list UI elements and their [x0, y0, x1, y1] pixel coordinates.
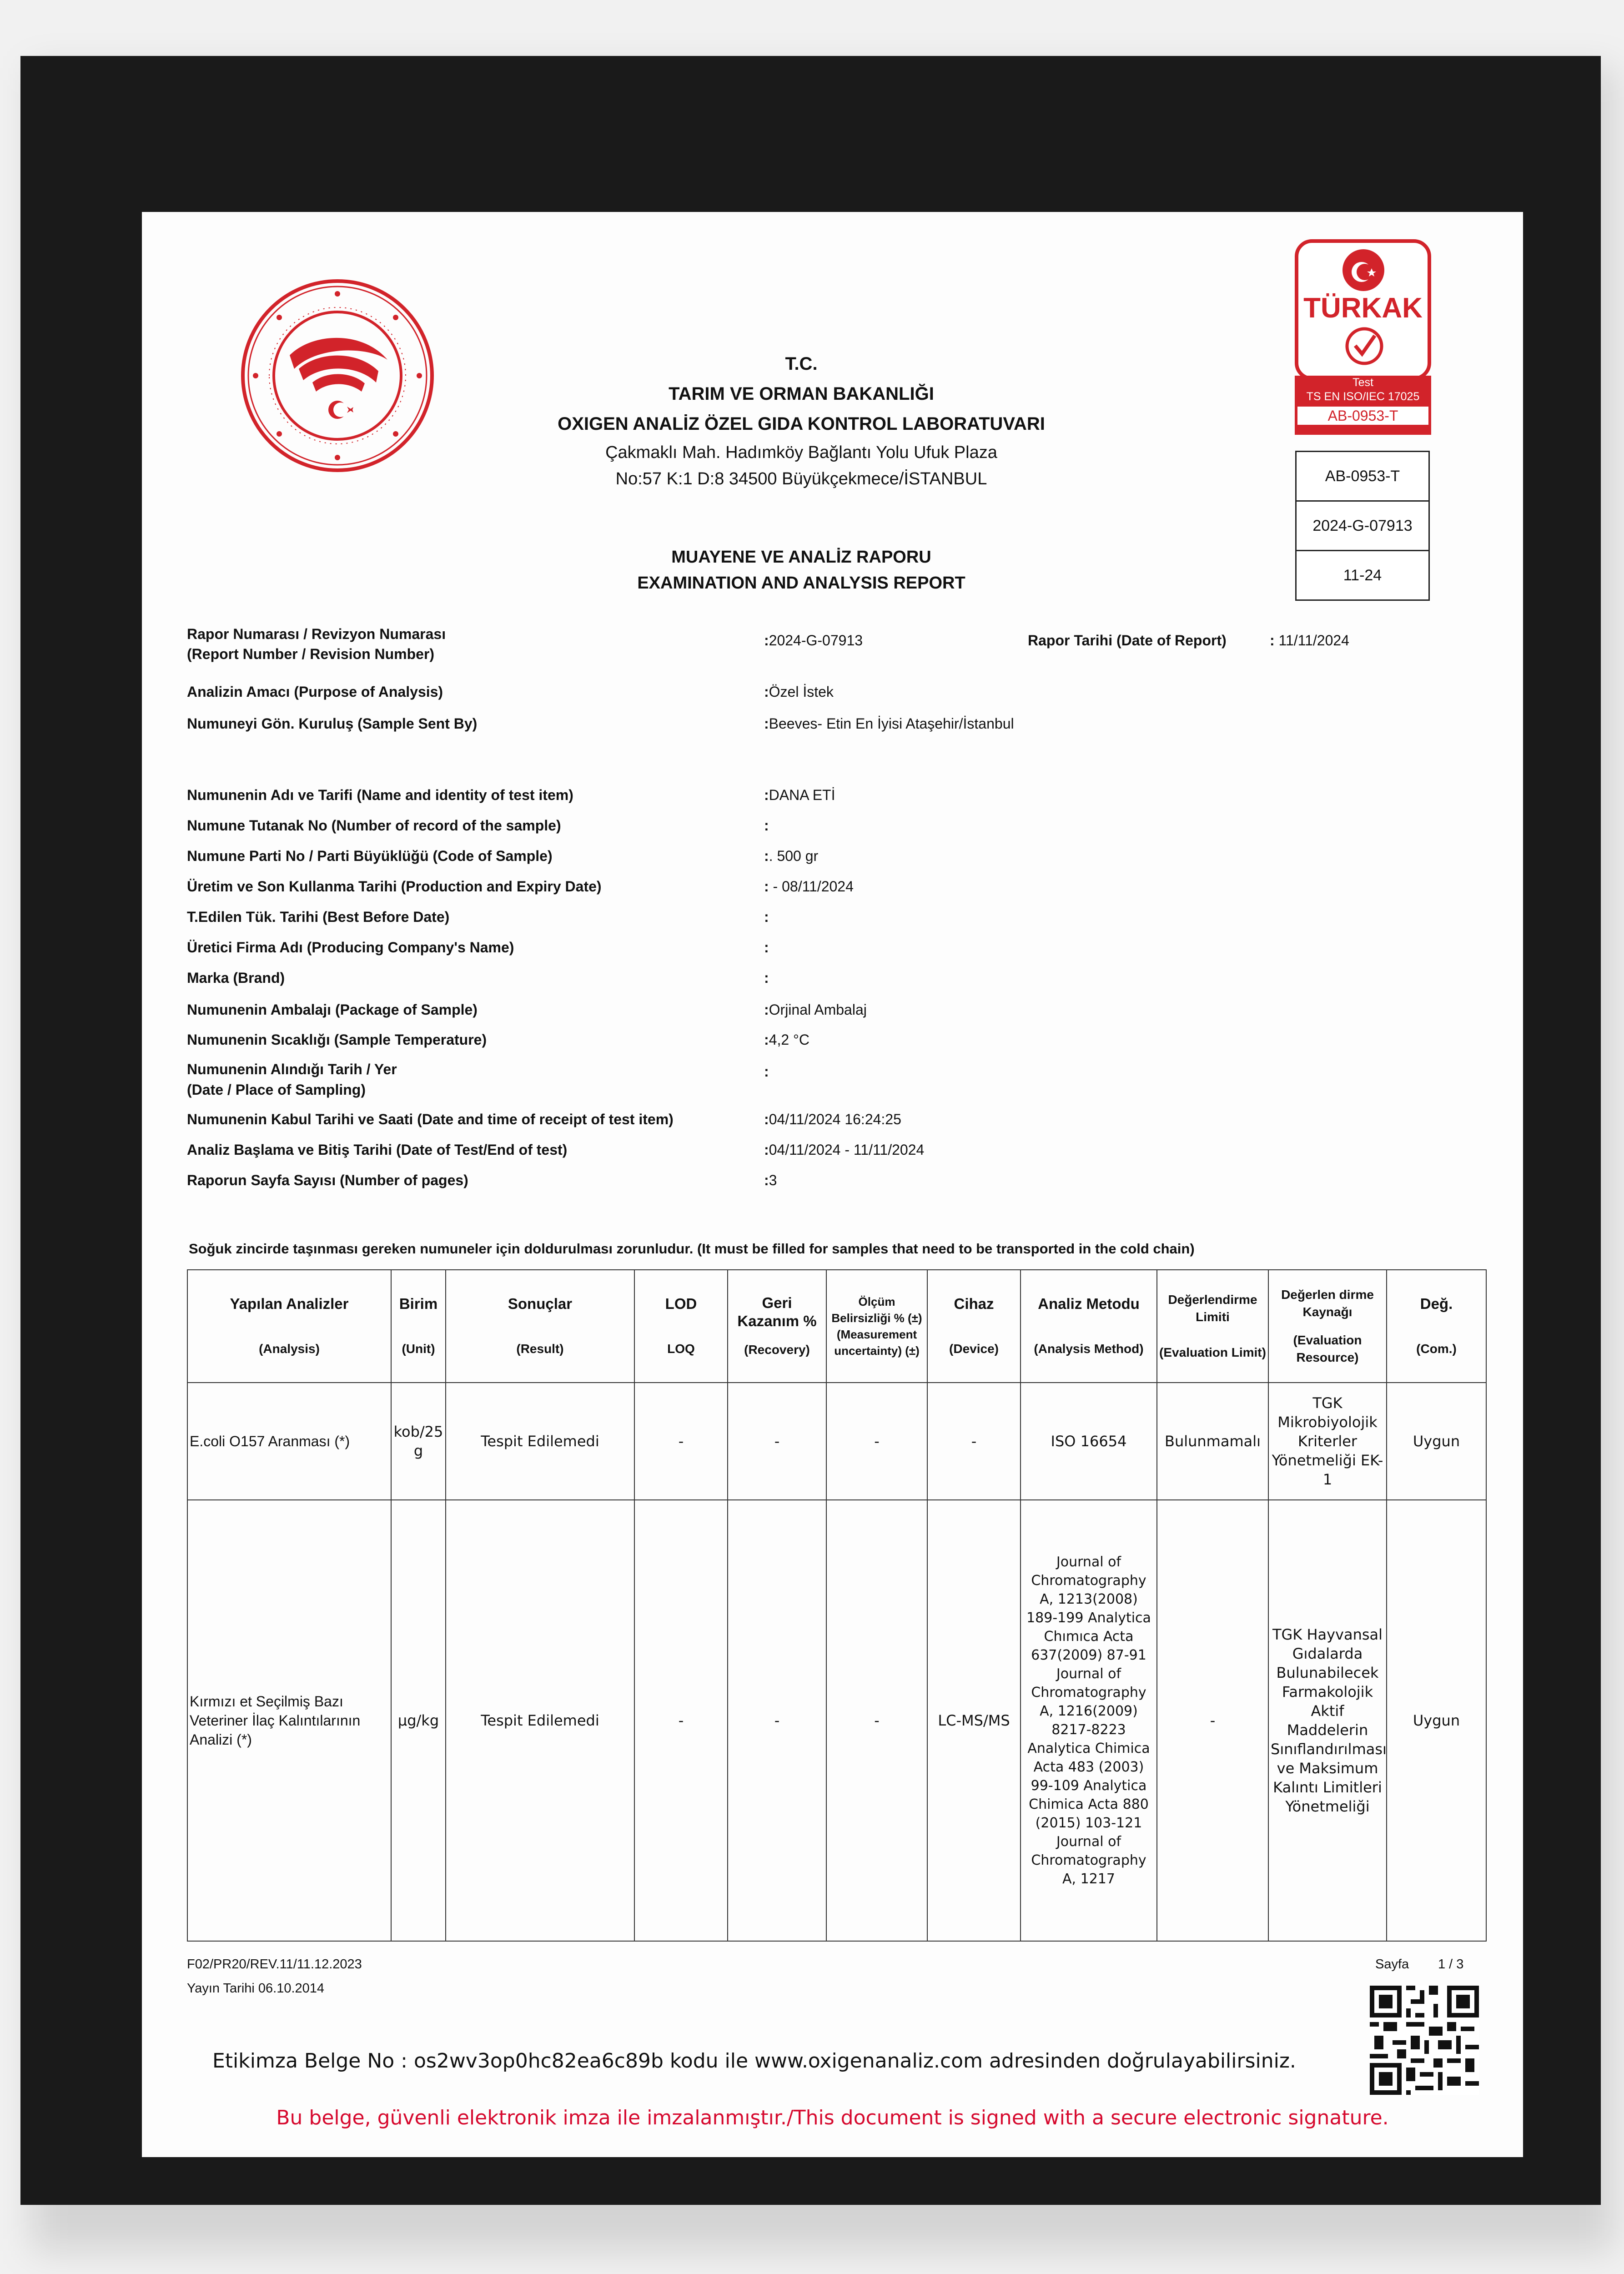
sampling-label-tr: Numunenin Alındığı Tarih / Yer [187, 1061, 397, 1077]
report-number-value: :2024-G-07913 [764, 632, 863, 649]
record-label: Numune Tutanak No (Number of record of the sample) [187, 817, 561, 834]
report-title-en: EXAMINATION AND ANALYSIS REPORT [637, 574, 965, 593]
cell-analysis: Kırmızı et Seçilmiş Bazı Veteriner İlaç Kalıntılarının Analizi (*) [187, 1500, 391, 1941]
cell-unit: µg/kg [391, 1500, 446, 1941]
page-number: 1 / 3 [1438, 1957, 1464, 1972]
header-device: Cihaz (Device) [927, 1270, 1021, 1383]
form-code: F02/PR20/REV.11/11.12.2023 [187, 1957, 362, 1972]
header-ministry: TARIM VE ORMAN BAKANLIĞI [669, 384, 934, 404]
table-header-row [187, 1270, 1486, 1383]
production-text: - 08/11/2024 [769, 878, 854, 895]
record-value: : [764, 817, 769, 834]
cell-recovery: - [728, 1383, 826, 1500]
turkak-standard: TS EN ISO/IEC 17025 [1306, 390, 1420, 403]
picture-frame [20, 56, 1601, 2205]
receipt-label: Numunenin Kabul Tarihi ve Saati (Date and time of receipt of test item) [187, 1111, 674, 1127]
lot-value: :. 500 gr [764, 848, 819, 864]
cell-resource: TGK Hayvansal Gıdalarda Bulunabilecek Farmakolojik Aktif Maddelerin Sınıflandırılması ve Maksimum Kalıntı Limitleri Yönetmeliği [1268, 1500, 1387, 1941]
sender-label: Numuneyi Gön. Kuruluş (Sample Sent By) [187, 715, 478, 732]
report-number-label-tr: Rapor Numarası / Revizyon Numarası [187, 626, 446, 642]
package-value: :Orjinal Ambalaj [764, 1001, 867, 1018]
lot-label: Numune Parti No / Parti Büyüklüğü (Code of Sample) [187, 848, 553, 864]
page-label: Sayfa [1375, 1957, 1409, 1972]
accreditation-number-box: AB-0953-T [1295, 451, 1430, 502]
pages-value: :3 [764, 1172, 777, 1188]
turkak-logo [1295, 239, 1431, 380]
header-uncertainty: Ölçüm Belirsizliği % (±) (Measurement uncertainty) (±) [826, 1270, 927, 1383]
cell-device: - [927, 1383, 1021, 1500]
brand-value: : [764, 970, 769, 986]
verification-text: Etikimza Belge No : os2wv3op0hc82ea6c89b kodu ile www.oxigenanaliz.com adresinden doğrulayabilirsiniz. [212, 2049, 1296, 2073]
cell-result: Tespit Edilemedi [446, 1500, 634, 1941]
header-resource: Değerlen dirme Kaynağı (Evaluation Resource) [1268, 1270, 1387, 1383]
report-number-box: 2024-G-07913 [1295, 500, 1430, 551]
cell-comment: Uygun [1387, 1500, 1486, 1941]
cell-recovery: - [728, 1500, 826, 1941]
header-recovery: Geri Kazanım % (Recovery) [728, 1270, 826, 1383]
cell-uncertainty: - [826, 1500, 927, 1941]
cell-limit: Bulunmamalı [1157, 1383, 1268, 1500]
turkak-brand: TÜRKAK [1303, 292, 1423, 324]
package-label: Numunenin Ambalajı (Package of Sample) [187, 1001, 478, 1018]
test-dates-value: :04/11/2024 - 11/11/2024 [764, 1142, 925, 1158]
purpose-text: Özel İstek [769, 684, 834, 700]
cell-lod: - [634, 1383, 728, 1500]
producer-label: Üretici Firma Adı (Producing Company's Name) [187, 939, 514, 956]
cell-comment: Uygun [1387, 1383, 1486, 1500]
checkmark-icon [1344, 326, 1385, 367]
cell-resource: TGK Mikrobiyolojik Kriterler Yönetmeliği EK-1 [1268, 1383, 1387, 1500]
test-dates-text: 04/11/2024 - 11/11/2024 [769, 1142, 925, 1158]
pages-text: 3 [769, 1172, 777, 1188]
header-tc: T.C. [785, 354, 818, 374]
header-analysis: Yapılan Analizler (Analysis) [187, 1270, 391, 1383]
cell-lod: - [634, 1500, 728, 1941]
temperature-label: Numunenin Sıcaklığı (Sample Temperature) [187, 1031, 487, 1048]
sample-name-text: DANA ETİ [769, 787, 835, 803]
temperature-text: 4,2 °C [769, 1031, 809, 1048]
header-result: Sonuçlar (Result) [446, 1270, 634, 1383]
cell-limit: - [1157, 1500, 1268, 1941]
report-number-text: 2024-G-07913 [769, 632, 863, 649]
cell-analysis: E.coli O157 Aranması (*) [187, 1383, 391, 1500]
header-comment: Değ. (Com.) [1387, 1270, 1486, 1383]
cell-uncertainty: - [826, 1383, 927, 1500]
publish-date: Yayın Tarihi 06.10.2014 [187, 1981, 325, 1996]
header-lab-name: OXIGEN ANALİZ ÖZEL GIDA KONTROL LABORATUVARI [558, 414, 1045, 434]
cell-device: LC-MS/MS [927, 1500, 1021, 1941]
cell-method: ISO 16654 [1021, 1383, 1157, 1500]
sample-name-value: :DANA ETİ [764, 787, 835, 803]
package-text: Orjinal Ambalaj [769, 1001, 867, 1018]
qr-code [1370, 1986, 1479, 2095]
producer-value: : [764, 939, 769, 956]
header-method: Analiz Metodu (Analysis Method) [1021, 1270, 1157, 1383]
lot-text: . 500 gr [769, 848, 819, 864]
turkak-test-label: Test [1352, 376, 1373, 389]
turkak-accreditation-badge [1295, 376, 1431, 435]
purpose-value: :Özel İstek [764, 684, 834, 700]
report-date-label: Rapor Tarihi (Date of Report) [1028, 632, 1227, 649]
header-lod: LOD LOQ [634, 1270, 728, 1383]
header-limit: Değerlendirme Limiti (Evaluation Limit) [1157, 1270, 1268, 1383]
header-unit: Birim (Unit) [391, 1270, 446, 1383]
date-code-box: 11-24 [1295, 550, 1430, 601]
production-label: Üretim ve Son Kullanma Tarihi (Production and Expiry Date) [187, 878, 602, 895]
sample-name-label: Numunenin Adı ve Tarifi (Name and identity of test item) [187, 787, 573, 803]
test-dates-label: Analiz Başlama ve Bitiş Tarihi (Date of Test/End of test) [187, 1142, 568, 1158]
production-value: : - 08/11/2024 [764, 878, 854, 895]
sender-text: Beeves- Etin En İyisi Ataşehir/İstanbul [769, 715, 1014, 732]
report-date-value: : 11/11/2024 [1270, 632, 1349, 649]
receipt-text: 04/11/2024 16:24:25 [769, 1111, 901, 1127]
header-address-1: Çakmaklı Mah. Hadımköy Bağlantı Yolu Ufuk Plaza [605, 443, 997, 462]
cell-unit: kob/25 g [391, 1383, 446, 1500]
results-table [187, 1269, 1487, 1942]
table-row [187, 1500, 1486, 1941]
report-title-tr: MUAYENE VE ANALİZ RAPORU [671, 548, 931, 567]
report-date-text: 11/11/2024 [1278, 632, 1349, 649]
sender-value: :Beeves- Etin En İyisi Ataşehir/İstanbul [764, 715, 1014, 732]
signature-notice: Bu belge, güvenli elektronik imza ile imzalanmıştır./This document is signed with a secure electronic signature. [276, 2106, 1389, 2129]
purpose-label: Analizin Amacı (Purpose of Analysis) [187, 684, 443, 700]
temperature-value: :4,2 °C [764, 1031, 809, 1048]
report-number-label-en: (Report Number / Revision Number) [187, 646, 435, 662]
pages-label: Raporun Sayfa Sayısı (Number of pages) [187, 1172, 468, 1188]
best-before-label: T.Edilen Tük. Tarihi (Best Before Date) [187, 909, 450, 925]
sampling-value: : [764, 1063, 769, 1080]
crescent-star-icon [1342, 248, 1385, 292]
cold-chain-note: Soğuk zincirde taşınması gereken numuneler için doldurulması zorunludur. (It must be filled for samples that need to be transported in the cold chain) [189, 1241, 1195, 1257]
best-before-value: : [764, 909, 769, 925]
header-address-2: No:57 K:1 D:8 34500 Büyükçekmece/İSTANBUL [615, 469, 987, 488]
receipt-value: :04/11/2024 16:24:25 [764, 1111, 901, 1127]
cell-method: Journal of Chromatography A, 1213(2008) 189-199 Analytica Chımıca Acta 637(2009) 87-91 Journal of Chromatography A, 1216(2009) 8217-8223 Analytica Chimica Acta 483 (2003) 99-109 Analytica Chimica Acta 880 (2015) 103-121 Journal of Chromatography A, 1217 [1021, 1500, 1157, 1941]
brand-label: Marka (Brand) [187, 970, 285, 986]
ministry-seal-logo [240, 278, 435, 473]
sampling-label-en: (Date / Place of Sampling) [187, 1082, 366, 1098]
table-row [187, 1383, 1486, 1500]
turkak-code: AB-0953-T [1297, 407, 1428, 425]
report-page [142, 212, 1523, 2157]
cell-result: Tespit Edilemedi [446, 1383, 634, 1500]
